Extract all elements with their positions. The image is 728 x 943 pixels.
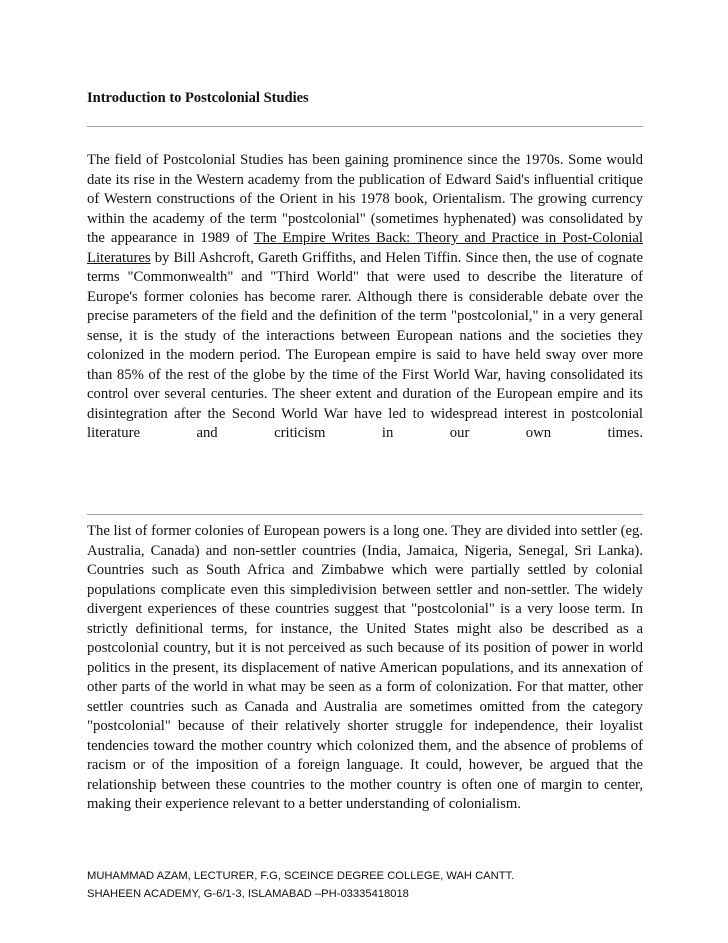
paragraph-colonies-last-line: making their experience relevant to a better understanding of colonialism.	[87, 796, 521, 812]
paragraph-intro-text: The field of Postcolonial Studies has been gaining prominence since the 1970s. Some would date its rise in the Western academy from the publication of Edward Said's influential critique of Western constructions of the Orient in his 1978 book, Orientalism. The growing currency within the academy of the term "postcolonial" (sometimes hyphenated) was consolidated by the appearance in 1989 of	[87, 152, 643, 246]
divider-middle	[87, 514, 643, 515]
divider-top	[87, 126, 643, 127]
paragraph-colonies	[87, 522, 643, 815]
footer-author-line: MUHAMMAD AZAM, LECTURER, F.G, SCEINCE DEGREE COLLEGE, WAH CANTT.	[87, 870, 515, 882]
book-title: The Empire Writes Back: Theory and Practice in Post-Colonial Literatures	[87, 230, 644, 266]
paragraph-colonies-text: The list of former colonies of European powers is a long one. They are divided into settler (eg. Australia, Canada) and non-settler countries (India, Jamaica, Nigeria, Senegal, Sri Lanka). Countries such as South Africa and Zimbabwe which were partially settled by colonial populations complicate even this simpledivision between settler and non-settler. The widely divergent experiences of these countries suggest that "postcolonial" is a very loose term. In strictly definitional terms, for instance, the United States might also be described as a postcolonial country, but it is not perceived as such because of its position of power in world politics in the present, its displacement of native American populations, and its annexation of other parts of the world in what may be seen as a form of colonization. For that matter, other settler countries such as Canada and Australia are sometimes omitted from the category "postcolonial" because of their relatively shorter struggle for independence, their loyalist tendencies toward the mother country which colonized them, and the absence of problems of racism or of the imposition of a foreign language. It could, however, be argued that the relationship between these countries to the mother country is often one of margin to center,	[87, 523, 643, 793]
page-title: Introduction to Postcolonial Studies	[87, 90, 309, 106]
paragraph-intro	[87, 151, 643, 444]
footer-academy-line: SHAHEEN ACADEMY, G-6/1-3, ISLAMABAD –PH-03335418018	[87, 888, 409, 900]
page-footer	[87, 867, 514, 903]
paragraph-intro-continued: by Bill Ashcroft, Gareth Griffiths, and Helen Tiffin. Since then, the use of cognate terms "Commonwealth" and "Third World" that were used to describe the literature of Europe's former colonies has become rarer. Although there is considerable debate over the precise parameters of the field and the definition of the term "postcolonial," in a very general sense, it is the study of the interactions between European nations and the societies they colonized in the modern period. The European empire is said to have held sway over more than 85% of the rest of the globe by the time of the First World War, having consolidated its control over several centuries. The sheer extent and duration of the European empire and its disintegration after the Second World War have led to widespread interest in postcolonial literature and criticism in our own times.	[87, 249, 643, 441]
